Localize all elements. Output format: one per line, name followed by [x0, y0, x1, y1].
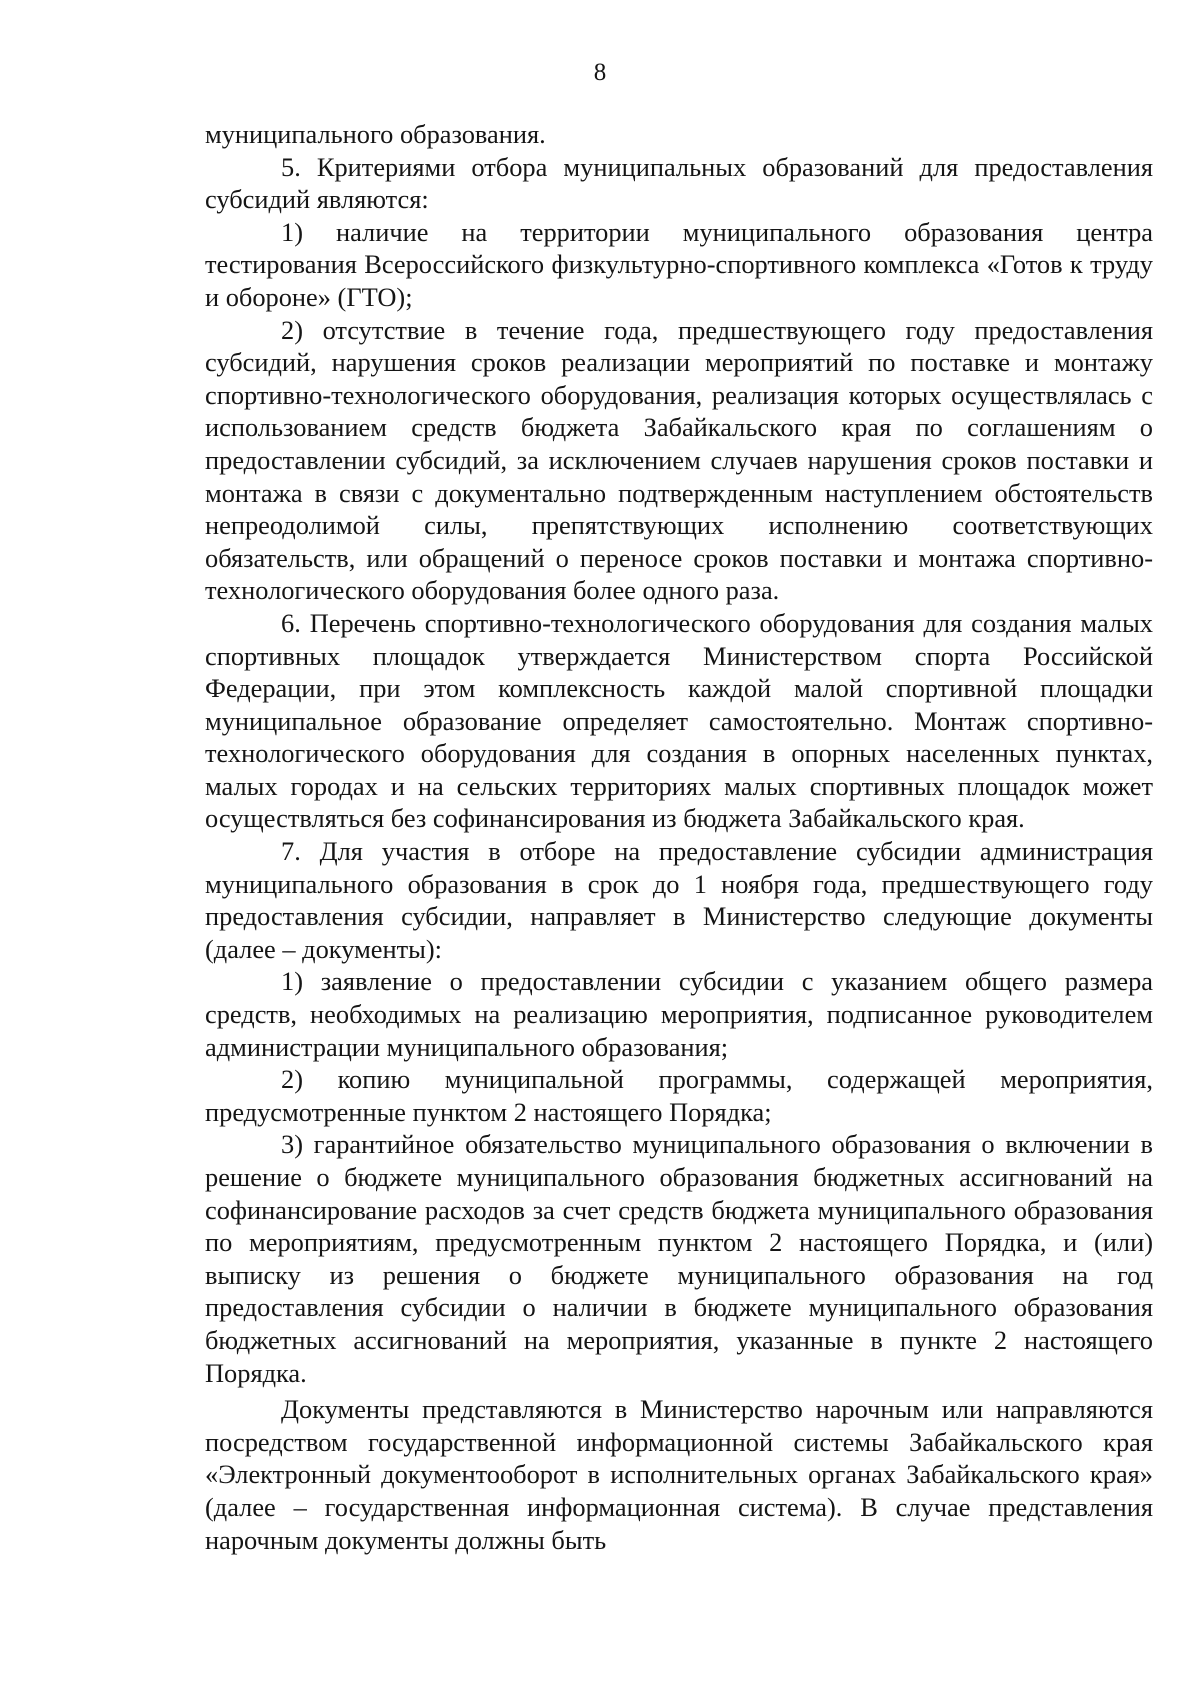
paragraph-continuation: муниципального образования.: [205, 119, 546, 149]
paragraph-item-7-3: 3) гарантийное обязательство муниципального образования о включении в решение о бюджете муниципального образования бюджетных ассигнований на софинансирование расходов за счет средств бюджета муниципального образования по мероприятиям, предусмотренным пунктом 2 настоящего Порядка, и (или) выписку из решения о бюджете муниципального образования на год предоставления субсидии о наличии в бюджете муниципального образования бюджетных ассигнований на мероприятия, указанные в пункте 2 настоящего Порядка.: [205, 1129, 1153, 1388]
page-number: 8: [593, 59, 607, 86]
paragraph-item-7: 7. Для участия в отборе на предоставление субсидии администрация муниципального образования в срок до 1 ноября года, предшествующего году предоставления субсидии, направляет в Министерство следующие документы (далее – документы):: [205, 836, 1153, 964]
document-body: [205, 118, 1153, 1556]
paragraph-item-5: 5. Критериями отбора муниципальных образований для предоставления субсидий являются:: [205, 151, 1153, 215]
paragraph-item-7-1: 1) заявление о предоставлении субсидии с указанием общего размера средств, необходимых на реализацию мероприятия, подписанное руководителем администрации муниципального образования;: [205, 966, 1153, 1062]
paragraph-item-6: 6. Перечень спортивно-технологического оборудования для создания малых спортивных площадок утверждается Министерством спорта Российской Федерации, при этом комплексность каждой малой спортивной площадки муниципальное образование определяет самостоятельно. Монтаж спортивно-технологического оборудования для создания в опорных населенных пунктах, малых городах и на сельских территориях малых спортивных площадок может осуществляться без софинансирования из бюджета Забайкальского края.: [205, 607, 1153, 834]
paragraph-item-7-2: 2) копию муниципальной программы, содержащей мероприятия, предусмотренные пунктом 2 настоящего Порядка;: [205, 1064, 1153, 1127]
paragraph-item-5-1: 1) наличие на территории муниципального образования центра тестирования Всероссийского физкультурно-спортивного комплекса «Готов к труду и обороне» (ГТО);: [205, 216, 1153, 312]
paragraph-documents-submission: Документы представляются в Министерство нарочным или направляются посредством государственной информационной системы Забайкальского края «Электронный документооборот в исполнительных органах Забайкальского края» (далее – государственная информационная система). В случае представления нарочным документы должны быть: [205, 1394, 1153, 1555]
paragraph-item-5-2: 2) отсутствие в течение года, предшествующего году предоставления субсидий, нарушения сроков реализации мероприятий по поставке и монтажу спортивно-технологического оборудования, реализация которых осуществлялась с использованием средств бюджета Забайкальского края по соглашениям о предоставлении субсидий, за исключением случаев нарушения сроков поставки и монтажа в связи с документально подтвержденным наступлением обстоятельств непреодолимой силы, препятствующих исполнению соответствующих обязательств, или обращений о переносе сроков поставки и монтажа спортивно-технологического оборудования более одного раза.: [205, 314, 1153, 606]
